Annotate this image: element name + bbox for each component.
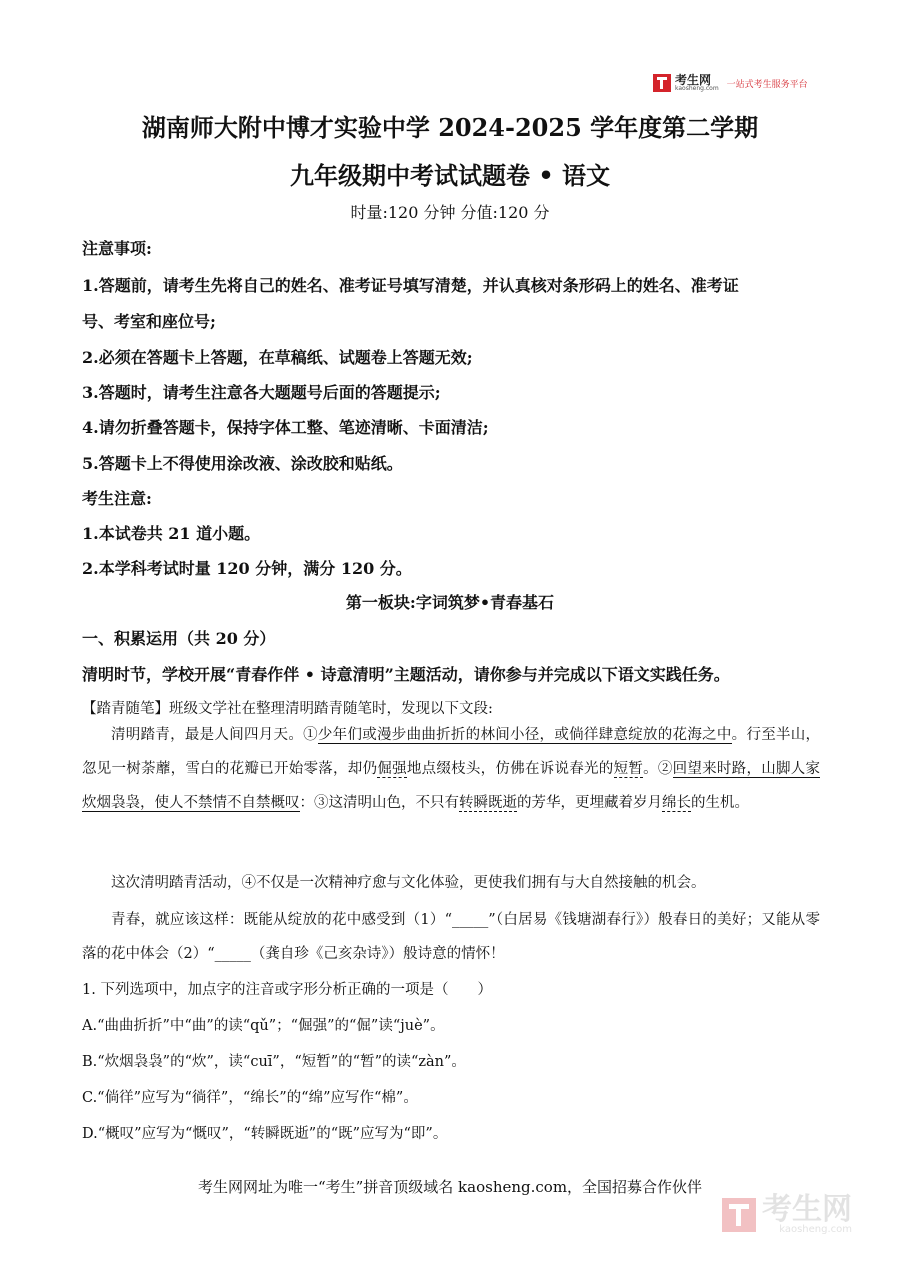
task-lead: 【踏青随笔】班级文学社在整理清明踏青随笔时，发现以下文段: bbox=[82, 701, 493, 717]
kaosheng-logo-icon bbox=[653, 74, 671, 92]
notice-item: 号、考室和座位号; bbox=[82, 312, 216, 331]
marked-word: 倘徉 bbox=[569, 727, 599, 743]
exam-title-line1: 湖南师大附中博才实验中学 2024-2025 学年度第二学期 bbox=[141, 113, 759, 142]
sentence-marker: ① bbox=[303, 727, 318, 743]
notice-item: 3.答题时，请考生注意各大题题号后面的答题提示; bbox=[82, 383, 441, 402]
watermark-domain: kaosheng.com bbox=[779, 1224, 852, 1235]
underlined-sentence-1: 少年们或漫步曲曲折折的林间小径，或倘徉肆意绽放的花海之中 bbox=[317, 727, 732, 743]
marked-word: 炊烟袅袅 bbox=[82, 795, 140, 811]
underlined-sentence-2: 回望来时路，山脚人家炊烟袅袅，使人不禁情不自禁概叹 bbox=[82, 761, 821, 811]
candidate-heading: 考生注意: bbox=[82, 489, 152, 508]
marked-word: 短暂 bbox=[613, 761, 644, 777]
notice-item: 1.答题前，请考生先将自己的姓名、准考证号填写清楚，并认真核对条形码上的姓名、准考证 bbox=[82, 276, 739, 295]
question-1-option-a: A.“曲曲折折”中“曲”的读“qǔ”；“倔强”的“倔”读“juè”。 bbox=[82, 1018, 445, 1034]
notice-item: 5.答题卡上不得使用涂改液、涂改胶和贴纸。 bbox=[82, 454, 403, 473]
marked-word: 曲曲折折 bbox=[406, 727, 466, 743]
marked-word: 转瞬既逝 bbox=[459, 795, 517, 811]
watermark bbox=[722, 1192, 852, 1235]
page-footer: 考生网网址为唯一“考生”拼音顶级域名 kaosheng.com，全国招募合作伙伴 bbox=[197, 1178, 703, 1196]
question-1-option-c: C.“倘徉”应写为“徜徉”，“绵长”的“绵”应写作“棉”。 bbox=[82, 1090, 418, 1106]
passage-paragraph-2: 这次清明踏青活动，④不仅是一次精神疗愈与文化体验，更使我们拥有与大自然接触的机会。 bbox=[111, 875, 706, 891]
question-1-stem: 1. 下列选项中，加点字的注音或字形分析正确的一项是（ ） bbox=[82, 982, 492, 998]
part-title: 一、积累运用（共 20 分） bbox=[82, 629, 276, 648]
passage-paragraph-1: 清明踏青，最是人间四月天。①少年们或漫步曲曲折折的林间小径，或倘徉肆意绽放的花海之中。行至半山，忽见一树荼蘼，雪白的花瓣已开始零落，却仍倔强地点缀枝头，仿佛在诉说春光的短暂。②回望来时路，山脚人家炊烟袅袅，使人不禁情不自禁概叹：③这清明山色，不只有转瞬既逝的芳华，更埋藏着岁月绵长的生机。 bbox=[82, 727, 821, 811]
kaosheng-watermark-icon bbox=[722, 1198, 756, 1232]
notice-heading: 注意事项: bbox=[82, 239, 152, 258]
marked-word: 概叹 bbox=[270, 795, 300, 811]
marked-word: 绵长 bbox=[662, 795, 691, 811]
notice-item: 4.请勿折叠答题卡，保持字体工整、笔迹清晰、卡面清洁; bbox=[82, 418, 489, 437]
watermark-name: 考生网 bbox=[762, 1192, 852, 1227]
logo-domain: kaosheng.com bbox=[675, 85, 719, 92]
sentence-marker: ③ bbox=[314, 795, 329, 811]
logo-name: 考生网 bbox=[675, 73, 712, 87]
exam-meta: 时量:120 分钟 分值:120 分 bbox=[350, 203, 550, 222]
passage-paragraph-3: 青春，就应该这样：既能从绽放的花中感受到（1）“_____”（白居易《钱塘湖春行》）般春日的美好；又能从零落的花中体会（2）“_____（龚自珍《己亥杂诗》）般诗意的情怀！ bbox=[82, 912, 820, 962]
question-1-option-d: D.“概叹”应写为“慨叹”，“转瞬既逝”的“既”应写为“即”。 bbox=[82, 1126, 448, 1142]
task-intro: 清明时节，学校开展“青春作伴 • 诗意清明”主题活动，请你参与并完成以下语文实践任务。 bbox=[82, 665, 730, 684]
header-logo bbox=[653, 74, 808, 92]
question-1-option-b: B.“炊烟袅袅”的“炊”，读“cuī”，“短暂”的“暂”的读“zàn”。 bbox=[82, 1054, 466, 1070]
section-title: 第一板块:字词筑梦•青春基石 bbox=[345, 593, 555, 612]
sentence-marker: ② bbox=[657, 761, 673, 777]
candidate-item: 1.本试卷共 21 道小题。 bbox=[82, 524, 261, 543]
exam-title-line2: 九年级期中考试试题卷 • 语文 bbox=[289, 161, 611, 190]
marked-word: 倔强 bbox=[377, 761, 407, 777]
candidate-item: 2.本学科考试时量 120 分钟，满分 120 分。 bbox=[82, 559, 412, 578]
logo-slogan: 一站式考生服务平台 bbox=[726, 79, 808, 90]
notice-item: 2.必须在答题卡上答题，在草稿纸、试题卷上答题无效; bbox=[82, 348, 473, 367]
